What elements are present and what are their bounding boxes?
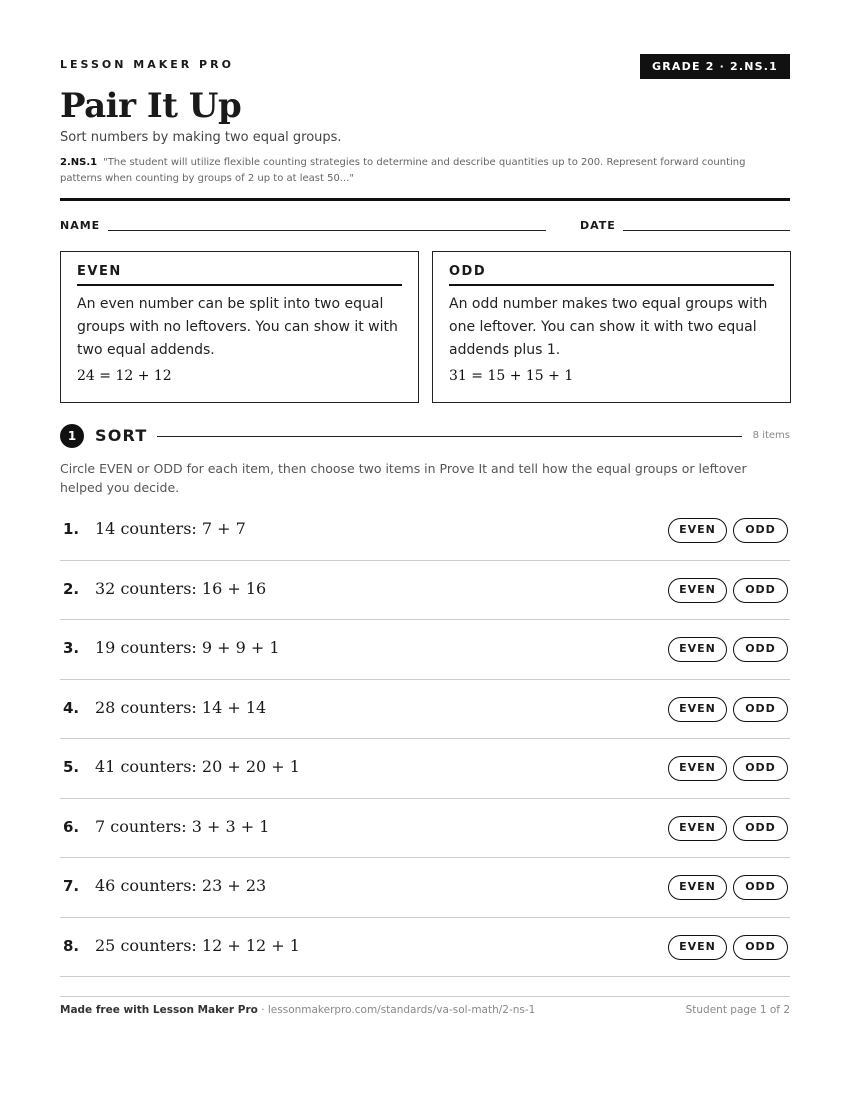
even-heading: EVEN bbox=[77, 264, 402, 286]
even-choice-button[interactable]: EVEN bbox=[668, 578, 727, 603]
sort-item bbox=[60, 680, 790, 740]
section-title: SORT bbox=[95, 426, 148, 445]
item-number: 2. bbox=[63, 579, 80, 598]
item-text: 14 counters: 7 + 7 bbox=[95, 519, 246, 538]
sort-item bbox=[60, 918, 790, 978]
item-number: 1. bbox=[63, 520, 80, 538]
odd-choice-button[interactable]: ODD bbox=[733, 816, 788, 841]
item-text: 25 counters: 12 + 12 + 1 bbox=[95, 935, 300, 955]
section-divider bbox=[157, 436, 742, 437]
odd-choice-button[interactable]: ODD bbox=[733, 518, 788, 543]
item-number: 7. bbox=[63, 877, 80, 895]
section-number-badge: 1 bbox=[60, 424, 84, 448]
footer bbox=[60, 1004, 790, 1016]
footer-page-number: Student page 1 of 2 bbox=[685, 1004, 790, 1016]
item-text: 7 counters: 3 + 3 + 1 bbox=[95, 816, 270, 836]
name-date-row bbox=[60, 219, 790, 233]
section-instructions: Circle EVEN or ODD for each item, then choose two items in Prove It and tell how the equal groups or leftover helped you decide. bbox=[60, 461, 747, 495]
item-number: 5. bbox=[63, 758, 80, 776]
footer-separator: · bbox=[257, 1004, 268, 1016]
item-text: 19 counters: 9 + 9 + 1 bbox=[95, 638, 280, 657]
item-number: 6. bbox=[63, 817, 80, 836]
even-choice-button[interactable]: EVEN bbox=[668, 518, 727, 543]
odd-choice-button[interactable]: ODD bbox=[733, 935, 788, 960]
item-text: 32 counters: 16 + 16 bbox=[95, 578, 267, 598]
even-choice-button[interactable]: EVEN bbox=[668, 697, 727, 722]
standard-description bbox=[60, 155, 790, 187]
even-choice-button[interactable]: EVEN bbox=[668, 816, 727, 841]
sort-item bbox=[60, 799, 790, 859]
standard-code: 2.NS.1 bbox=[60, 157, 98, 168]
page-subtitle: Sort numbers by making two equal groups. bbox=[60, 130, 342, 145]
even-choice-button[interactable]: EVEN bbox=[668, 935, 727, 960]
item-number: 8. bbox=[63, 936, 80, 955]
footer-url[interactable]: lessonmakerpro.com/standards/va-sol-math/2-ns-1 bbox=[267, 1004, 536, 1016]
even-choice-button[interactable]: EVEN bbox=[668, 756, 727, 781]
sort-section-header bbox=[60, 424, 790, 448]
item-count: 8 items bbox=[752, 430, 790, 441]
sort-item bbox=[60, 739, 790, 799]
even-example: 24 = 12 + 12 bbox=[77, 368, 172, 384]
name-field[interactable] bbox=[108, 230, 546, 231]
odd-choice-button[interactable]: ODD bbox=[733, 578, 788, 603]
odd-choice-button[interactable]: ODD bbox=[733, 875, 788, 900]
grade-badge: GRADE 2 · 2.NS.1 bbox=[640, 54, 790, 79]
odd-heading: ODD bbox=[449, 264, 774, 286]
odd-choice-button[interactable]: ODD bbox=[733, 637, 788, 662]
sort-item-list bbox=[60, 501, 790, 977]
odd-choice-button[interactable]: ODD bbox=[733, 756, 788, 781]
date-label: DATE bbox=[580, 219, 616, 232]
even-choice-button[interactable]: EVEN bbox=[668, 875, 727, 900]
item-text: 41 counters: 20 + 20 + 1 bbox=[95, 757, 300, 776]
footer-divider bbox=[60, 996, 790, 997]
header-divider bbox=[60, 198, 790, 201]
date-field[interactable] bbox=[623, 230, 790, 231]
odd-definition-box bbox=[432, 251, 791, 403]
sort-item bbox=[60, 501, 790, 561]
standard-text: "The student will utilize flexible counting strategies to determine and describe quantities up to 200. Represent forward counting patterns when counting by groups of 2 up to at least 50..." bbox=[60, 157, 746, 184]
item-text: 28 counters: 14 + 14 bbox=[95, 697, 267, 717]
sort-item bbox=[60, 858, 790, 918]
brand-name: LESSON MAKER PRO bbox=[60, 58, 234, 71]
odd-choice-button[interactable]: ODD bbox=[733, 697, 788, 722]
item-text: 46 counters: 23 + 23 bbox=[95, 876, 267, 895]
even-choice-button[interactable]: EVEN bbox=[668, 637, 727, 662]
item-number: 4. bbox=[63, 698, 80, 717]
name-label: NAME bbox=[60, 219, 101, 232]
sort-item bbox=[60, 620, 790, 680]
footer-made-with: Made free with Lesson Maker Pro bbox=[60, 1004, 258, 1016]
even-definition-text: An even number can be split into two equal groups with no leftovers. You can show it with two equal addends. bbox=[77, 296, 398, 358]
odd-definition-text: An odd number makes two equal groups with one leftover. You can show it with two equal addends plus 1. bbox=[449, 296, 768, 358]
even-definition-box bbox=[60, 251, 419, 403]
item-number: 3. bbox=[63, 639, 80, 657]
sort-item bbox=[60, 561, 790, 621]
page-title: Pair It Up bbox=[60, 86, 242, 126]
odd-example: 31 = 15 + 15 + 1 bbox=[449, 368, 574, 384]
